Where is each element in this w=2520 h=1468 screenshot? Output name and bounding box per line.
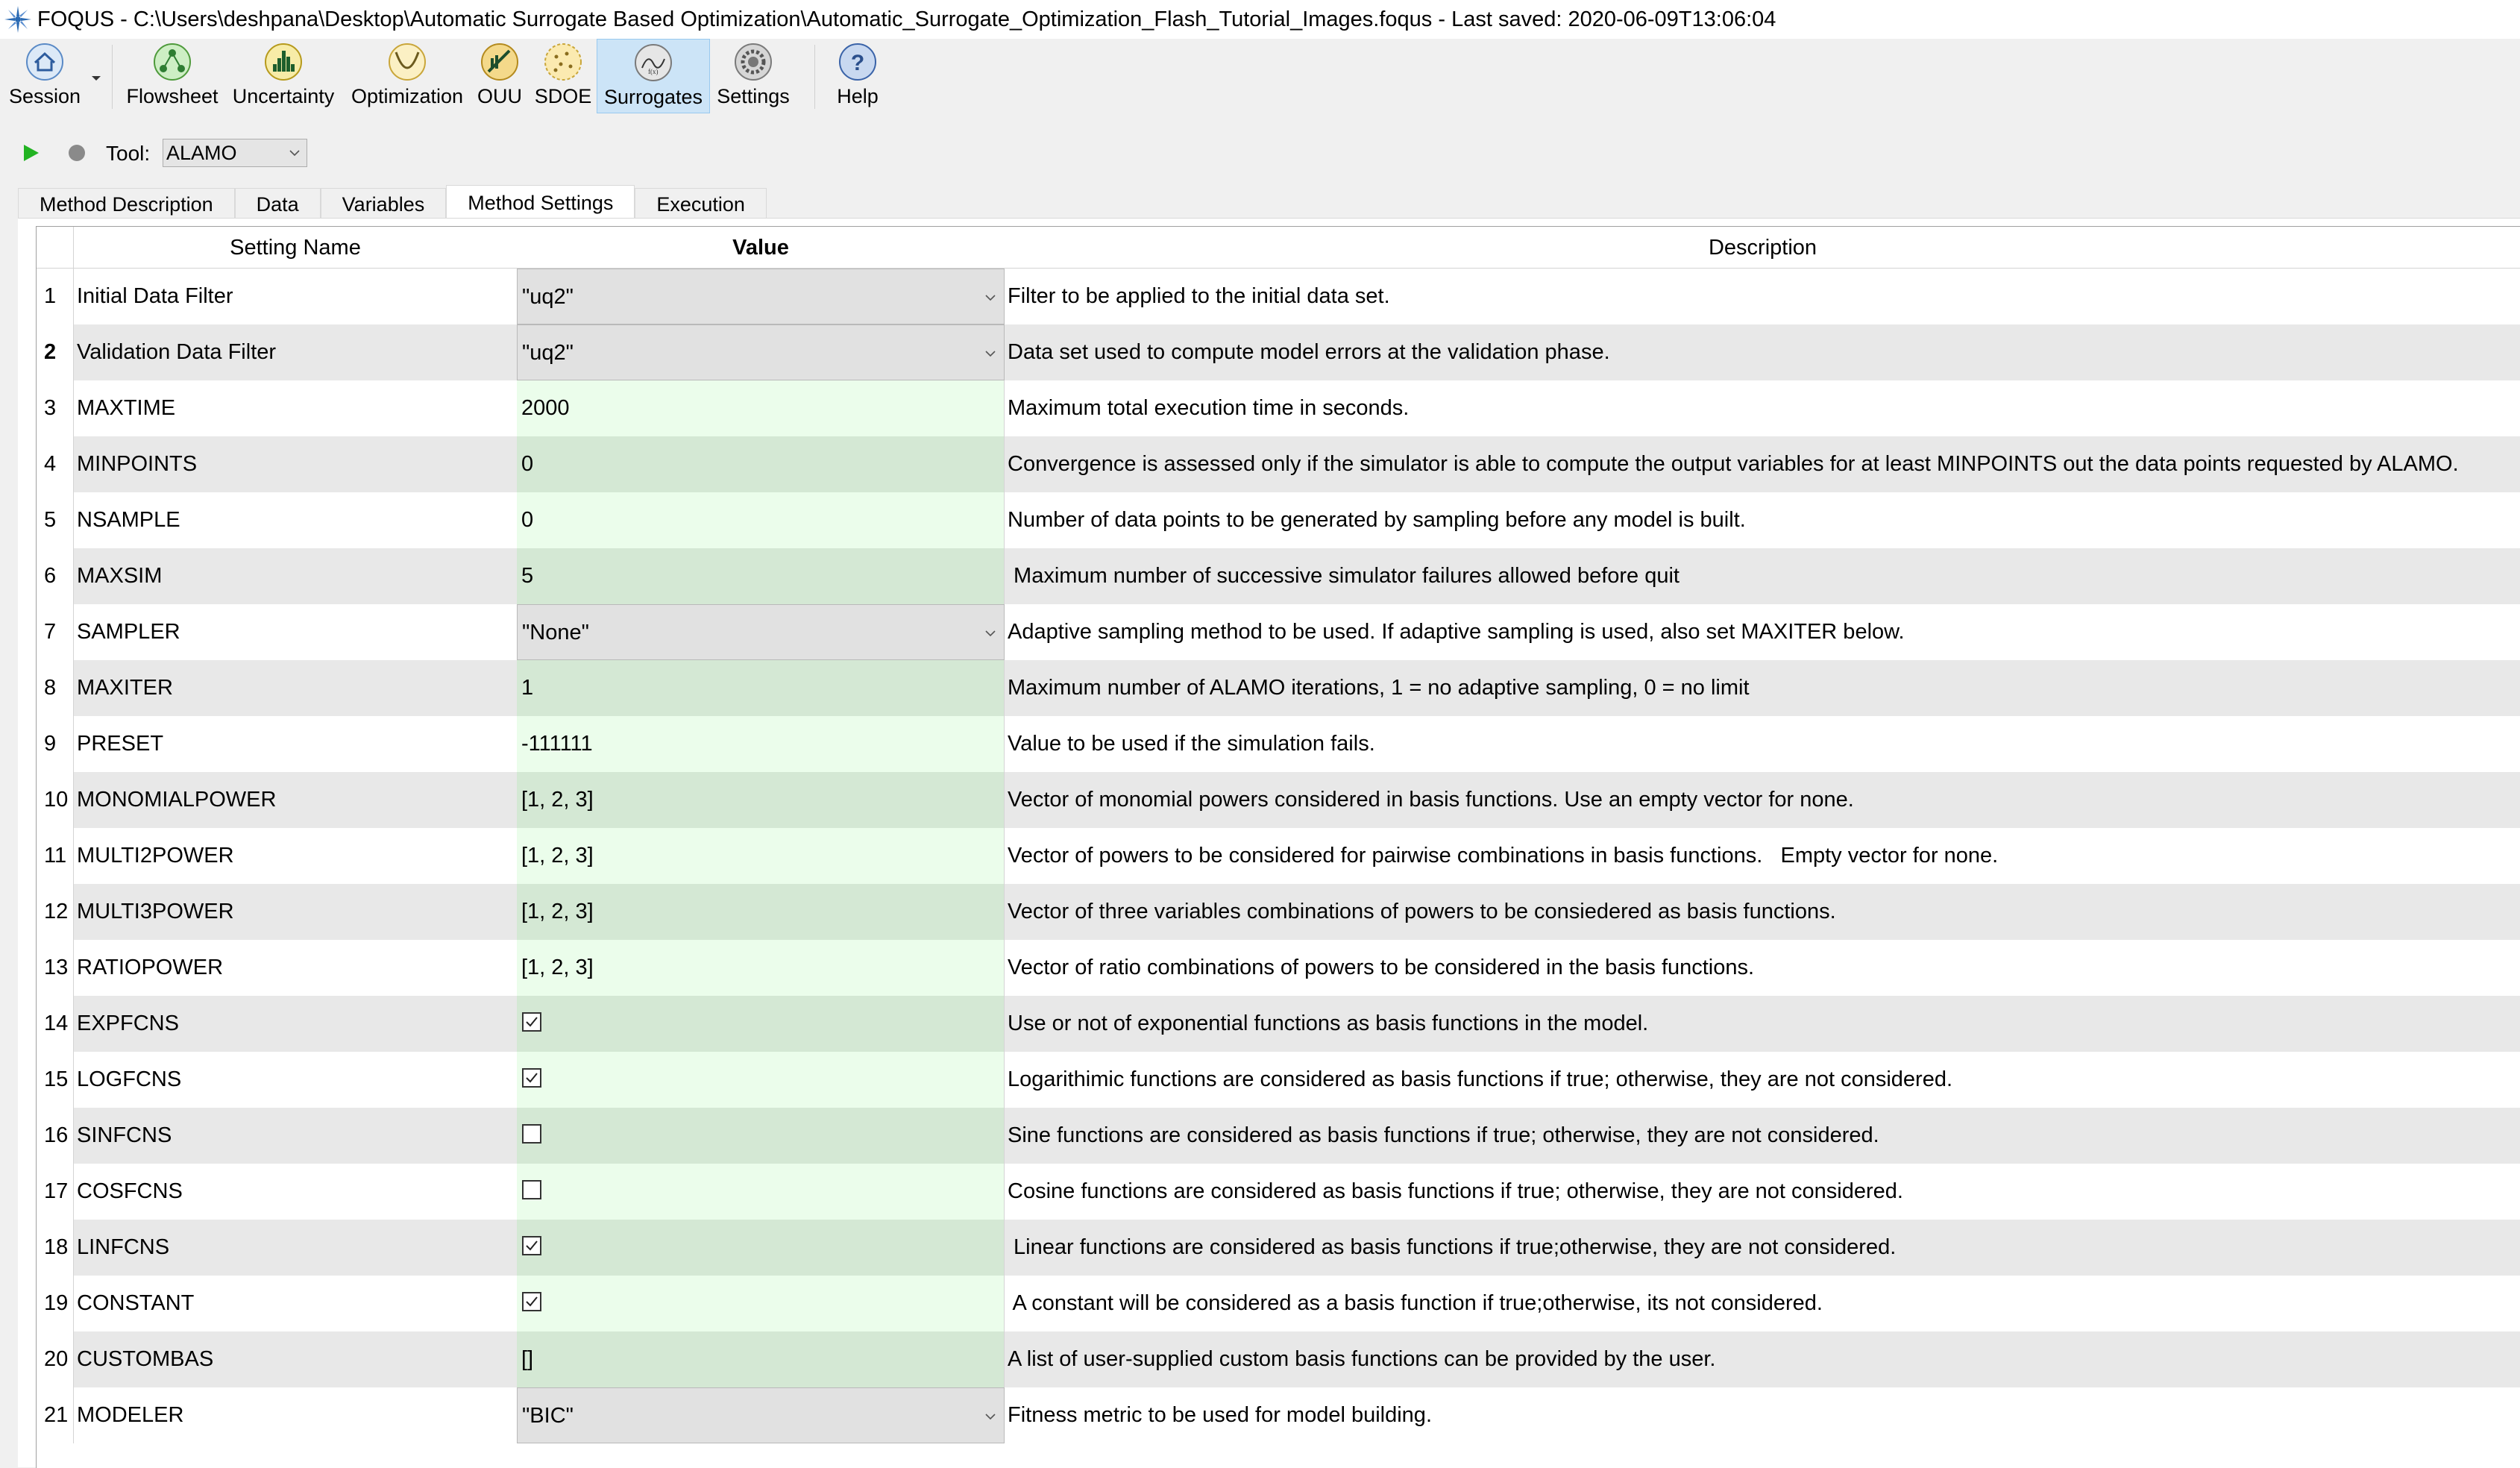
setting-description-cell: Maximum number of ALAMO iterations, 1 = no adaptive sampling, 0 = no limit [1005,660,2520,716]
table-row[interactable] [37,1220,2520,1276]
setting-value-text: [] [521,1347,534,1371]
setting-description-cell: Use or not of exponential functions as basis functions in the model. [1005,996,2520,1052]
row-number[interactable]: 2 [37,324,74,380]
setting-name-cell: MAXTIME [74,380,517,436]
row-number[interactable]: 15 [37,1052,74,1108]
window-title: FOQUS - C:\Users\deshpana\Desktop\Automatic Surrogate Based Optimization\Automatic_Surrogate_Optimization_Flash_Tutorial_Images.foqus - Last saved: 2020-06-09T13:06:04 [37,7,1776,31]
checkmark-icon [524,1238,539,1253]
setting-checkbox-cell[interactable] [517,1220,1005,1276]
gear-icon [733,42,773,82]
toolbar-separator [112,45,113,109]
checkbox-checked[interactable] [522,1236,541,1255]
setting-value-field[interactable] [517,660,1005,716]
row-number[interactable]: 16 [37,1108,74,1164]
tool-select-value: ALAMO [166,142,237,164]
sdoe-icon [543,42,583,82]
table-row[interactable] [37,1164,2520,1220]
table-row[interactable] [37,660,2520,716]
uncertainty-button[interactable] [228,39,339,113]
setting-value-field[interactable] [517,828,1005,884]
setting-value-text: "uq2" [522,285,574,309]
setting-description-cell: A constant will be considered as a basis function if true;otherwise, its not considered. [1005,1276,2520,1331]
table-row[interactable] [37,324,2520,380]
surrogates-button[interactable] [597,39,710,113]
setting-description-cell: Vector of powers to be considered for pairwise combinations in basis functions. Empty vector for none. [1005,828,2520,884]
row-number[interactable]: 9 [37,716,74,772]
tab-data[interactable]: Data [235,188,321,221]
checkbox-checked[interactable] [522,1068,541,1088]
foqus-logo-icon [3,4,33,34]
table-row[interactable] [37,492,2520,548]
chevron-down-icon[interactable] [88,70,104,87]
row-number[interactable]: 17 [37,1164,74,1220]
row-number[interactable]: 19 [37,1276,74,1331]
help-label: Help [837,85,879,107]
chevron-down-icon [984,1411,996,1422]
table-row[interactable] [37,828,2520,884]
table-row[interactable] [37,548,2520,604]
setting-value-text: -111111 [521,732,593,756]
setting-name-cell: Validation Data Filter [74,324,517,380]
table-row[interactable] [37,940,2520,996]
row-number[interactable]: 14 [37,996,74,1052]
setting-value-field[interactable] [517,1331,1005,1387]
setting-name-cell: SAMPLER [74,604,517,660]
setting-description-cell: Vector of three variables combinations of powers to be consiedered as basis functions. [1005,884,2520,940]
checkbox-checked[interactable] [522,1292,541,1311]
setting-name-cell: SINFCNS [74,1108,517,1164]
help-icon [838,42,878,82]
setting-checkbox-cell[interactable] [517,1052,1005,1108]
flowsheet-label: Flowsheet [126,85,219,107]
setting-description-cell: Value to be used if the simulation fails. [1005,716,2520,772]
tool-label: Tool: [106,142,151,165]
table-row[interactable] [37,996,2520,1052]
row-number[interactable]: 18 [37,1220,74,1276]
row-number[interactable]: 4 [37,436,74,492]
setting-value-text: 5 [521,564,534,588]
setting-description-cell: Filter to be applied to the initial data set. [1005,269,2520,324]
svg-text:f(x): f(x) [648,68,659,75]
setting-description-cell: Logarithimic functions are considered as basis functions if true; otherwise, they are not considered. [1005,1052,2520,1108]
row-number[interactable]: 3 [37,380,74,436]
tab-variables[interactable]: Variables [321,188,447,221]
setting-value-text: 2000 [521,396,570,420]
row-number[interactable]: 10 [37,772,74,828]
checkmark-icon [524,1014,539,1029]
uncertainty-label: Uncertainty [232,85,335,107]
settings-button[interactable] [713,39,794,113]
setting-name-cell: EXPFCNS [74,996,517,1052]
setting-checkbox-cell[interactable] [517,996,1005,1052]
table-row[interactable] [37,1052,2520,1108]
setting-name-cell: NSAMPLE [74,492,517,548]
checkmark-icon [524,1294,539,1309]
flowsheet-icon [152,42,192,82]
svg-text:?: ? [850,51,865,75]
table-row[interactable] [37,884,2520,940]
session-button[interactable] [6,39,84,113]
row-number[interactable]: 13 [37,940,74,996]
description-header[interactable]: Description [1005,227,2520,269]
setting-value-field[interactable] [517,548,1005,604]
setting-name-cell: LOGFCNS [74,1052,517,1108]
setting-name-cell: CONSTANT [74,1276,517,1331]
checkmark-icon [524,1070,539,1085]
help-button[interactable] [828,39,887,113]
setting-checkbox-cell[interactable] [517,1164,1005,1220]
sdoe-button[interactable] [532,39,594,113]
setting-description-cell: Fitness metric to be used for model building. [1005,1387,2520,1443]
table-row[interactable] [37,1387,2520,1443]
row-number[interactable]: 7 [37,604,74,660]
setting-description-cell: Convergence is assessed only if the simulator is able to compute the output variables for at least MINPOINTS out the data points requested by ALAMO. [1005,436,2520,492]
setting-value-text: 1 [521,676,534,700]
row-number[interactable]: 11 [37,828,74,884]
sdoe-label: SDOE [534,85,592,107]
row-number[interactable]: 6 [37,548,74,604]
session-label: Session [8,85,81,107]
tab-method-description[interactable]: Method Description [18,188,235,221]
setting-value-select[interactable] [517,269,1005,324]
setting-name-header[interactable]: Setting Name [74,227,517,269]
setting-checkbox-cell[interactable] [517,1108,1005,1164]
setting-value-field[interactable] [517,716,1005,772]
tool-select[interactable] [163,139,307,167]
method-settings-panel [18,218,2520,1467]
setting-description-cell: Maximum total execution time in seconds. [1005,380,2520,436]
optimization-label: Optimization [351,85,464,107]
setting-value-field[interactable] [517,884,1005,940]
row-number[interactable]: 20 [37,1331,74,1387]
table-row[interactable] [37,716,2520,772]
table-row[interactable] [37,1276,2520,1331]
setting-value-field[interactable] [517,772,1005,828]
setting-value-select[interactable] [517,324,1005,380]
tab-method-settings[interactable]: Method Settings [446,185,635,221]
setting-description-cell: Cosine functions are considered as basis functions if true; otherwise, they are not considered. [1005,1164,2520,1220]
parabola-icon [387,42,427,82]
value-header[interactable]: Value [517,227,1005,269]
checkbox-unchecked[interactable] [522,1124,541,1144]
chevron-down-icon [984,627,996,639]
setting-name-cell: CUSTOMBAS [74,1331,517,1387]
table-row[interactable] [37,772,2520,828]
setting-name-cell: MONOMIALPOWER [74,772,517,828]
row-number[interactable]: 8 [37,660,74,716]
row-number[interactable]: 21 [37,1387,74,1443]
main-toolbar [0,39,2520,116]
setting-name-cell: PRESET [74,716,517,772]
table-row[interactable] [37,269,2520,324]
setting-value-text: [1, 2, 3] [521,844,594,868]
setting-value-text: [1, 2, 3] [521,788,594,812]
chevron-down-icon [289,147,301,159]
setting-name-cell: MODELER [74,1387,517,1443]
row-number[interactable]: 1 [37,269,74,324]
settings-label: Settings [717,85,790,107]
checkbox-unchecked[interactable] [522,1180,541,1199]
checkbox-checked[interactable] [522,1012,541,1032]
setting-value-text: "None" [522,621,589,644]
histogram-icon [263,42,304,82]
setting-value-text: [1, 2, 3] [521,900,594,923]
play-icon[interactable] [24,145,39,161]
setting-description-cell: Sine functions are considered as basis functions if true; otherwise, they are not considered. [1005,1108,2520,1164]
setting-value-text: "BIC" [522,1404,574,1428]
setting-value-text: 0 [521,508,534,532]
tool-row [0,134,671,173]
title-bar [0,0,2520,39]
setting-name-cell: LINFCNS [74,1220,517,1276]
ouu-icon [480,42,520,82]
surrogates-label: Surrogates [603,86,703,108]
setting-description-cell: Linear functions are considered as basis functions if true;otherwise, they are not considered. [1005,1220,2520,1276]
setting-name-cell: MINPOINTS [74,436,517,492]
setting-value-field[interactable] [517,380,1005,436]
setting-value-text: "uq2" [522,341,574,365]
settings-table [36,226,2520,1468]
setting-description-cell: A list of user-supplied custom basis functions can be provided by the user. [1005,1331,2520,1387]
row-number-header [37,227,74,269]
optimization-button[interactable] [346,39,468,113]
table-row[interactable] [37,380,2520,436]
ouu-label: OUU [477,85,522,107]
setting-value-field[interactable] [517,436,1005,492]
home-icon [25,42,65,82]
table-row[interactable] [37,1108,2520,1164]
chevron-down-icon [984,292,996,304]
stop-icon[interactable] [69,145,85,161]
toolbar-separator [814,45,815,109]
setting-value-field[interactable] [517,940,1005,996]
setting-description-cell: Maximum number of successive simulator failures allowed before quit [1005,548,2520,604]
setting-name-cell: Initial Data Filter [74,269,517,324]
setting-description-cell: Vector of monomial powers considered in basis functions. Use an empty vector for none. [1005,772,2520,828]
chevron-down-icon [984,348,996,360]
tab-execution[interactable]: Execution [635,188,767,221]
setting-name-cell: RATIOPOWER [74,940,517,996]
ouu-button[interactable] [474,39,525,113]
flowsheet-button[interactable] [124,39,221,113]
table-row[interactable] [37,436,2520,492]
surrogate-tabs [18,185,767,219]
setting-description-cell: Adaptive sampling method to be used. If adaptive sampling is used, also set MAXITER below. [1005,604,2520,660]
setting-name-cell: MAXSIM [74,548,517,604]
setting-value-select[interactable] [517,604,1005,660]
setting-name-cell: COSFCNS [74,1164,517,1220]
setting-name-cell: MULTI2POWER [74,828,517,884]
setting-value-select[interactable] [517,1387,1005,1443]
surrogate-icon [633,43,673,83]
row-number[interactable]: 5 [37,492,74,548]
setting-checkbox-cell[interactable] [517,1276,1005,1331]
table-row[interactable] [37,1331,2520,1387]
setting-value-field[interactable] [517,492,1005,548]
setting-description-cell: Data set used to compute model errors at the validation phase. [1005,324,2520,380]
setting-description-cell: Vector of ratio combinations of powers to be considered in the basis functions. [1005,940,2520,996]
setting-description-cell: Number of data points to be generated by sampling before any model is built. [1005,492,2520,548]
setting-value-text: 0 [521,452,534,476]
setting-value-text: [1, 2, 3] [521,956,594,979]
setting-name-cell: MULTI3POWER [74,884,517,940]
table-row[interactable] [37,604,2520,660]
setting-name-cell: MAXITER [74,660,517,716]
row-number[interactable]: 12 [37,884,74,940]
